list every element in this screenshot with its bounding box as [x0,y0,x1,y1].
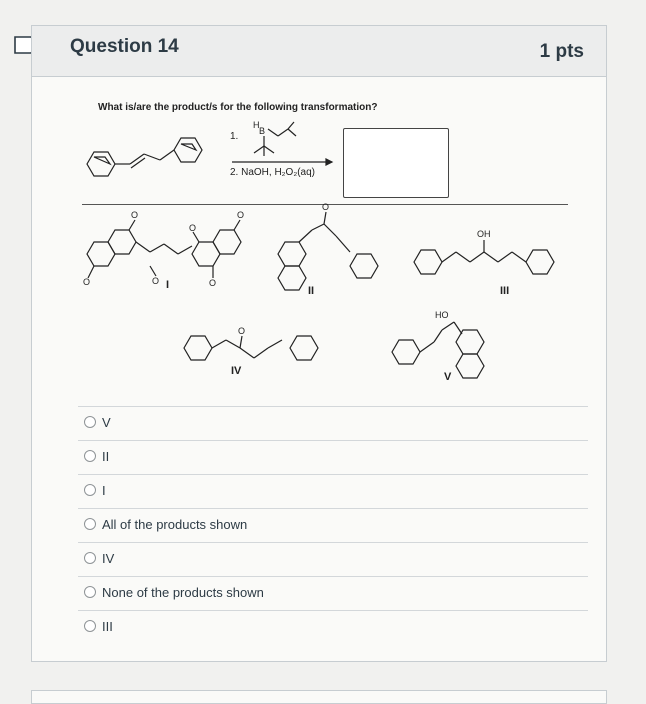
radio-button[interactable] [84,518,96,530]
oxygen-label: O [209,278,217,288]
oxygen-label: O [237,210,245,220]
answer-option[interactable] [78,508,588,543]
oxygen-label: O [131,210,139,220]
question-prompt: What is/are the product/s for the following transformation? [98,102,378,113]
answer-option[interactable] [78,406,588,441]
question-points: 1 pts [539,41,584,62]
structure-v [392,322,484,378]
oxygen-label: O [152,276,160,286]
oxygen-label: O [238,326,246,336]
label-v: V [444,371,452,383]
radio-button[interactable] [84,620,96,632]
answer-option[interactable] [78,610,588,645]
oxygen-label: O [322,202,330,212]
label-ii: II [308,285,315,297]
radio-button[interactable] [84,552,96,564]
reagent-h: H [253,120,260,130]
answer-option[interactable] [78,474,588,509]
radio-button[interactable] [84,416,96,428]
step2-label: 2. NaOH, H₂O₂(aq) [230,167,316,178]
label-iv: IV [231,365,242,377]
answer-label: V [102,415,111,430]
answer-label: All of the products shown [102,517,248,532]
answer-label: IV [102,551,115,566]
label-i: I [166,279,170,291]
radio-button[interactable] [84,484,96,496]
radio-button[interactable] [84,586,96,598]
reagent-b: B [259,126,266,136]
answer-option[interactable] [78,576,588,611]
label-iii: III [500,285,510,297]
question-title: Question 14 [70,36,179,57]
radio-button[interactable] [84,450,96,462]
answer-label: I [102,483,106,498]
reaction-scheme [32,26,606,406]
structure-iv [184,336,318,360]
question-card [31,25,607,662]
ho-label: HO [435,310,449,320]
structure-ii [278,212,378,290]
structure-i [87,220,241,278]
next-question-card [31,690,607,704]
answer-label: III [102,619,113,634]
step1-label: 1. [230,131,239,142]
answer-option[interactable] [78,440,588,475]
answer-label: None of the products shown [102,585,264,600]
oxygen-label: O [189,223,197,233]
oxygen-label: O [83,277,91,287]
answer-option[interactable] [78,542,588,577]
structure-iii [414,240,554,274]
starting-material [87,138,202,176]
answer-label: II [102,449,110,464]
oh-label: OH [477,229,491,239]
